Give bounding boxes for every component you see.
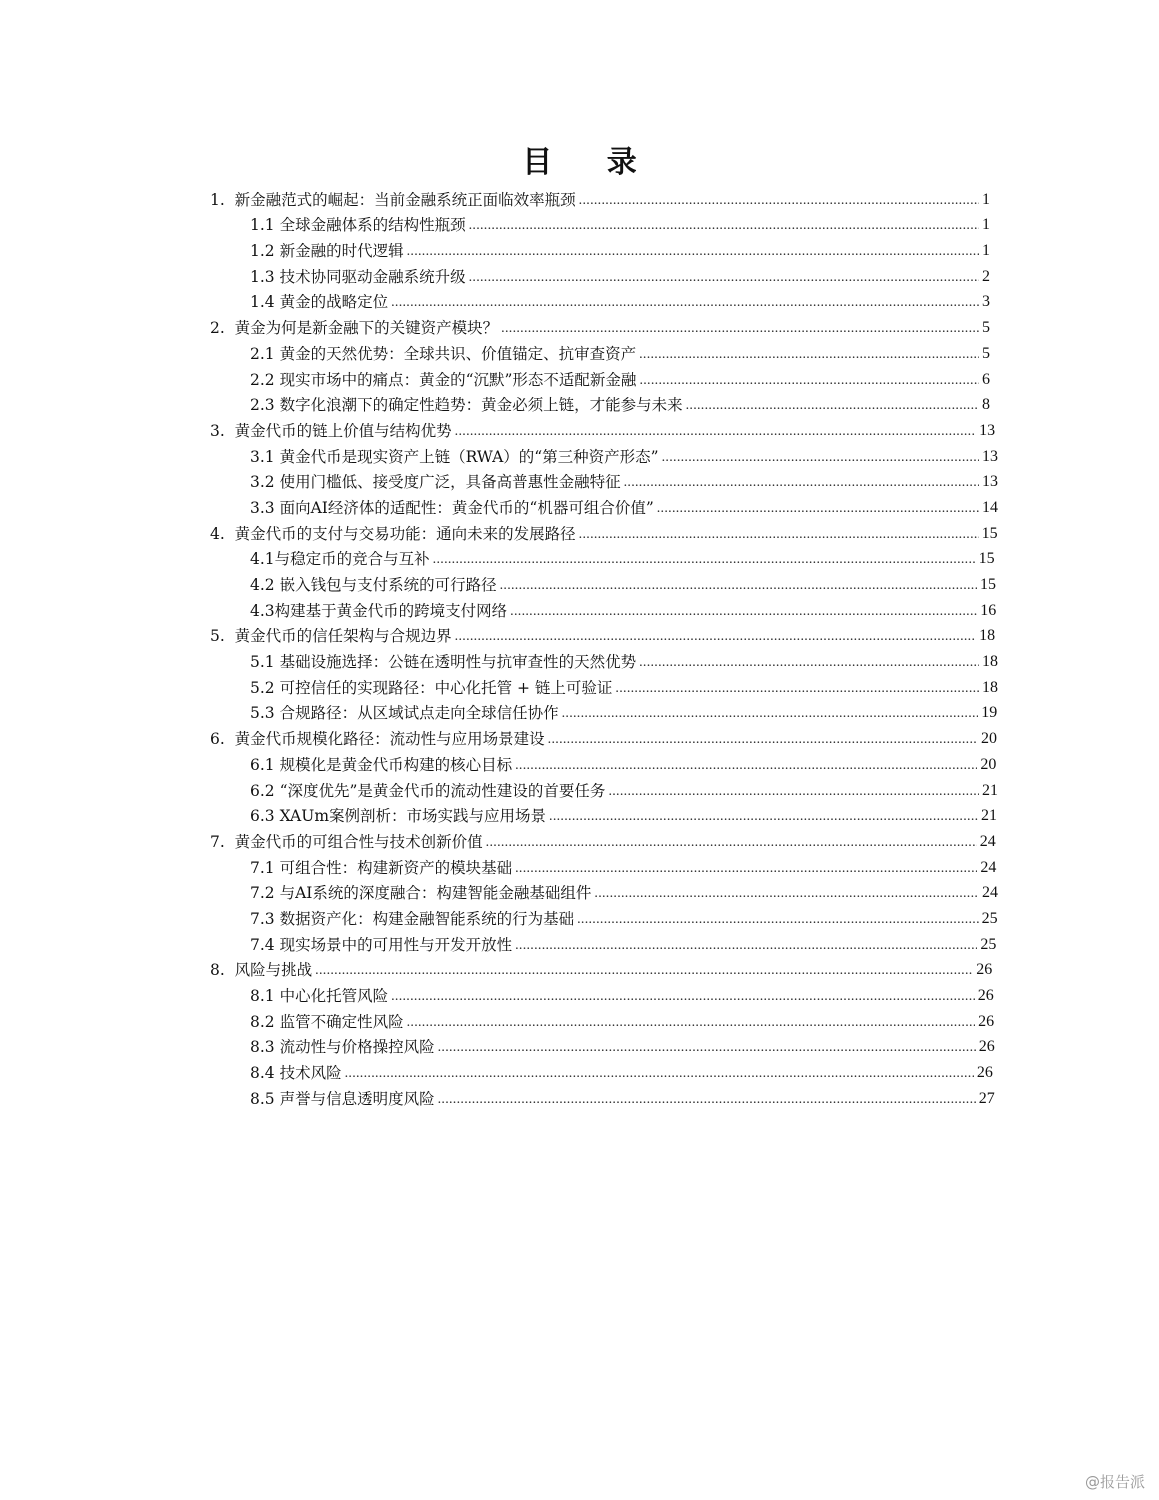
toc-entry-number: 4.1 xyxy=(250,550,275,569)
toc-dot-leader xyxy=(615,680,979,698)
toc-entry-page: 1 xyxy=(982,216,990,234)
toc-entry-number: 5.1 xyxy=(250,653,280,672)
toc-entry[interactable] xyxy=(210,723,998,749)
toc-entry-page: 2 xyxy=(982,267,990,285)
toc-entry-number: 1.3 xyxy=(250,267,280,286)
toc-entry[interactable] xyxy=(210,621,996,647)
toc-dot-leader xyxy=(624,474,979,492)
toc-entry[interactable] xyxy=(210,826,996,852)
toc-entry-title: 技术协同驱动金融系统升级 xyxy=(279,267,466,286)
toc-dot-leader xyxy=(407,1014,976,1032)
toc-entry-number: 6. xyxy=(210,730,235,749)
table-of-contents xyxy=(210,184,998,1109)
toc-dot-leader xyxy=(438,1091,976,1109)
toc-dot-leader xyxy=(486,834,977,852)
toc-entry-title: 面向AI经济体的适配性：黄金代币的“机器可组合价值” xyxy=(279,498,654,517)
toc-entry-page: 3 xyxy=(982,293,990,311)
toc-dot-leader xyxy=(500,577,977,595)
toc-entry[interactable] xyxy=(210,390,990,416)
toc-dot-leader xyxy=(577,911,979,929)
toc-entry[interactable] xyxy=(210,492,998,518)
toc-entry-title: 全球金融体系的结构性瓶颈 xyxy=(279,216,466,235)
toc-entry-number: 8.4 xyxy=(250,1064,280,1083)
toc-dot-leader xyxy=(391,988,975,1006)
toc-entry-title: 现实市场中的痛点：黄金的“沉默”形态不适配新金融 xyxy=(279,370,637,389)
toc-entry[interactable] xyxy=(210,929,997,955)
toc-entry-page: 18 xyxy=(979,627,996,645)
toc-entry-page: 26 xyxy=(978,1012,995,1030)
page-title: 目 录 xyxy=(522,145,659,180)
toc-entry-number: 4.2 xyxy=(250,576,280,594)
toc-entry[interactable] xyxy=(210,415,996,441)
toc-dot-leader xyxy=(515,937,977,955)
toc-entry[interactable] xyxy=(210,364,990,390)
toc-entry-page: 15 xyxy=(981,524,998,542)
toc-entry-page: 1 xyxy=(982,242,990,260)
toc-dot-leader xyxy=(639,346,979,364)
toc-entry-title: 合规路径：从区域试点走向全球信任协作 xyxy=(279,704,559,723)
toc-entry-number: 4. xyxy=(210,524,235,543)
toc-entry-title: 黄金的天然优势：全球共识、价值锚定、抗审查资产 xyxy=(279,344,637,363)
toc-dot-leader xyxy=(438,1039,976,1057)
toc-dot-leader xyxy=(639,372,979,390)
toc-dot-leader xyxy=(455,423,976,441)
toc-entry[interactable] xyxy=(210,595,997,621)
toc-dot-leader xyxy=(579,192,979,210)
toc-entry-title: 黄金代币规模化路径：流动性与应用场景建设 xyxy=(234,730,545,749)
toc-entry-page: 15 xyxy=(980,576,997,593)
toc-entry-title: “深度优先”是黄金代币的流动性建设的首要任务 xyxy=(279,781,606,800)
toc-entry-title: 可控信任的实现路径：中心化托管 + 链上可验证 xyxy=(279,678,613,697)
toc-entry-page: 26 xyxy=(978,1038,995,1056)
toc-dot-leader xyxy=(639,654,979,672)
toc-entry[interactable] xyxy=(210,955,993,981)
toc-entry-number: 8.2 xyxy=(250,1012,280,1031)
toc-entry-number: 2.1 xyxy=(250,344,280,363)
toc-entry-page: 19 xyxy=(981,704,998,722)
toc-entry[interactable] xyxy=(210,878,998,904)
toc-entry-page: 6 xyxy=(982,370,990,388)
toc-entry-number: 4.3 xyxy=(250,601,275,620)
toc-dot-leader xyxy=(501,320,979,338)
toc-entry-title: 现实场景中的可用性与开发开放性 xyxy=(279,935,513,954)
toc-entry-title: 黄金代币的信任架构与合规边界 xyxy=(234,627,452,646)
toc-entry-number: 5.3 xyxy=(250,704,280,723)
toc-entry-number: 6.3 xyxy=(250,807,280,826)
toc-entry-page: 21 xyxy=(982,781,998,799)
toc-entry[interactable] xyxy=(210,1057,993,1083)
toc-entry-title: 使用门槛低、接受度广泛，具备高普惠性金融特征 xyxy=(279,473,621,492)
toc-dot-leader xyxy=(548,731,978,749)
toc-dot-leader xyxy=(510,603,977,621)
toc-dot-leader xyxy=(549,808,978,826)
toc-entry-title: 构建基于黄金代币的跨境支付网络 xyxy=(274,601,508,620)
toc-entry-title: 黄金代币的支付与交易功能：通向未来的发展路径 xyxy=(234,524,576,543)
toc-dot-leader xyxy=(515,757,977,775)
toc-entry[interactable] xyxy=(210,544,995,570)
toc-entry-number: 1.2 xyxy=(250,242,280,261)
toc-dot-leader xyxy=(407,243,979,261)
toc-entry-page: 14 xyxy=(982,498,998,516)
toc-entry-page: 26 xyxy=(977,987,994,1004)
toc-entry-number: 2.3 xyxy=(250,396,280,415)
toc-entry[interactable] xyxy=(210,312,990,338)
toc-entry-title: 规模化是黄金代币构建的核心目标 xyxy=(279,755,513,774)
toc-entry[interactable] xyxy=(210,698,998,724)
toc-entry-title: 黄金代币的可组合性与技术创新价值 xyxy=(234,832,483,851)
toc-entry[interactable] xyxy=(210,775,998,801)
toc-entry-number: 8.3 xyxy=(250,1038,280,1057)
toc-entry[interactable] xyxy=(210,646,998,672)
toc-dot-leader xyxy=(662,449,979,467)
toc-entry-number: 3.1 xyxy=(250,447,280,466)
toc-entry-number: 5.2 xyxy=(250,678,280,697)
toc-entry[interactable] xyxy=(210,1032,995,1058)
toc-entry-title: 与AI系统的深度融合：构建智能金融基础组件 xyxy=(279,884,592,903)
toc-entry-page: 1 xyxy=(982,190,990,208)
toc-entry-page: 27 xyxy=(978,1089,995,1107)
toc-entry-page: 5 xyxy=(982,319,990,337)
toc-entry-page: 8 xyxy=(982,396,990,414)
toc-entry[interactable] xyxy=(210,441,998,467)
toc-entry-page: 16 xyxy=(980,601,997,619)
toc-entry-page: 24 xyxy=(979,832,996,850)
toc-entry-number: 7.2 xyxy=(250,884,280,903)
toc-entry-number: 6.1 xyxy=(250,755,280,774)
toc-entry-title: 嵌入钱包与支付系统的可行路径 xyxy=(279,576,497,594)
toc-dot-leader xyxy=(469,217,979,235)
toc-entry-page: 5 xyxy=(982,344,990,362)
toc-dot-leader xyxy=(515,860,977,878)
toc-entry-page: 18 xyxy=(982,678,998,696)
toc-entry-page: 18 xyxy=(982,653,998,671)
toc-entry-title: XAUm案例剖析：市场实践与应用场景 xyxy=(279,807,547,826)
toc-entry-number: 8.5 xyxy=(250,1089,280,1108)
toc-dot-leader xyxy=(579,526,979,544)
toc-dot-leader xyxy=(562,705,979,723)
toc-entry-page: 15 xyxy=(978,550,995,568)
toc-entry-number: 5. xyxy=(210,627,235,646)
toc-entry-title: 监管不确定性风险 xyxy=(279,1012,404,1031)
toc-entry-title: 风险与挑战 xyxy=(234,961,313,980)
toc-entry-title: 黄金为何是新金融下的关键资产模块？ xyxy=(234,319,499,338)
toc-entry-title: 可组合性：构建新资产的模块基础 xyxy=(279,858,513,877)
toc-entry-page: 13 xyxy=(979,421,996,439)
toc-dot-leader xyxy=(657,500,979,518)
toc-entry[interactable] xyxy=(210,518,998,544)
toc-entry-title: 新金融范式的崛起：当前金融系统正面临效率瓶颈 xyxy=(234,190,576,209)
toc-entry-number: 7.4 xyxy=(250,935,280,954)
toc-dot-leader xyxy=(391,294,979,312)
toc-dot-leader xyxy=(608,783,979,801)
toc-entry[interactable] xyxy=(210,1083,995,1109)
toc-entry-title: 技术风险 xyxy=(279,1064,342,1083)
toc-entry-page: 26 xyxy=(976,961,993,979)
toc-entry-page: 25 xyxy=(980,935,997,953)
toc-dot-leader xyxy=(345,1065,974,1083)
toc-entry-number: 3.3 xyxy=(250,498,280,517)
toc-entry-title: 中心化托管风险 xyxy=(279,987,389,1005)
toc-entry[interactable] xyxy=(210,672,998,698)
toc-entry-page: 21 xyxy=(981,807,998,825)
toc-dot-leader xyxy=(469,269,979,287)
toc-entry-number: 7.3 xyxy=(250,909,280,928)
toc-entry-title: 黄金代币是现实资产上链（RWA）的“第三种资产形态” xyxy=(279,447,659,466)
toc-entry[interactable] xyxy=(210,980,994,1006)
toc-entry-title: 与稳定币的竞合与互补 xyxy=(274,550,430,569)
toc-entry-number: 7. xyxy=(210,832,235,851)
toc-entry-page: 20 xyxy=(981,730,998,748)
toc-entry-page: 24 xyxy=(981,884,998,902)
toc-entry-title: 基础设施选择：公链在透明性与抗审查性的天然优势 xyxy=(279,653,637,672)
toc-dot-leader xyxy=(686,397,979,415)
toc-entry[interactable] xyxy=(210,569,997,595)
toc-entry-title: 流动性与价格操控风险 xyxy=(279,1038,435,1057)
toc-entry-number: 3.2 xyxy=(250,473,280,492)
toc-entry-title: 声誉与信息透明度风险 xyxy=(279,1089,435,1108)
toc-entry-page: 13 xyxy=(982,473,998,491)
toc-dot-leader xyxy=(455,628,976,646)
toc-entry[interactable] xyxy=(210,184,990,210)
toc-entry-page: 24 xyxy=(980,858,997,876)
toc-entry-number: 2. xyxy=(210,319,235,338)
toc-entry[interactable] xyxy=(210,210,990,236)
toc-entry-number: 7.1 xyxy=(250,858,280,877)
toc-entry-number: 8. xyxy=(210,961,235,980)
toc-entry-title: 数字化浪潮下的确定性趋势：黄金必须上链，才能参与未来 xyxy=(279,396,683,415)
toc-entry-number: 6.2 xyxy=(250,781,280,800)
toc-entry[interactable] xyxy=(210,338,990,364)
toc-entry[interactable] xyxy=(210,852,997,878)
toc-entry[interactable] xyxy=(210,903,998,929)
toc-entry[interactable] xyxy=(210,801,998,827)
toc-dot-leader xyxy=(315,962,973,980)
toc-entry-title: 黄金代币的链上价值与结构优势 xyxy=(234,421,452,440)
toc-entry-page: 13 xyxy=(982,447,998,465)
toc-entry-number: 1.1 xyxy=(250,216,280,235)
toc-entry[interactable] xyxy=(210,261,990,287)
watermark: @报告派 xyxy=(1084,1473,1145,1491)
toc-dot-leader xyxy=(594,885,979,903)
toc-entry[interactable] xyxy=(210,287,990,313)
toc-entry-number: 2.2 xyxy=(250,370,280,389)
toc-entry-title: 黄金的战略定位 xyxy=(279,293,389,312)
toc-entry[interactable] xyxy=(210,235,990,261)
toc-entry-title: 数据资产化：构建金融智能系统的行为基础 xyxy=(279,909,575,928)
toc-entry-number: 1. xyxy=(210,190,235,209)
toc-entry-title: 新金融的时代逻辑 xyxy=(279,242,404,261)
toc-entry-page: 26 xyxy=(976,1064,993,1082)
toc-entry-page: 20 xyxy=(980,755,997,773)
toc-entry-number: 8.1 xyxy=(250,987,280,1005)
toc-entry[interactable] xyxy=(210,749,997,775)
toc-entry[interactable] xyxy=(210,467,998,493)
toc-entry-number: 1.4 xyxy=(250,293,280,312)
toc-entry-page: 25 xyxy=(981,909,998,927)
toc-entry-number: 3. xyxy=(210,421,235,440)
toc-dot-leader xyxy=(433,551,976,569)
toc-entry[interactable] xyxy=(210,1006,995,1032)
